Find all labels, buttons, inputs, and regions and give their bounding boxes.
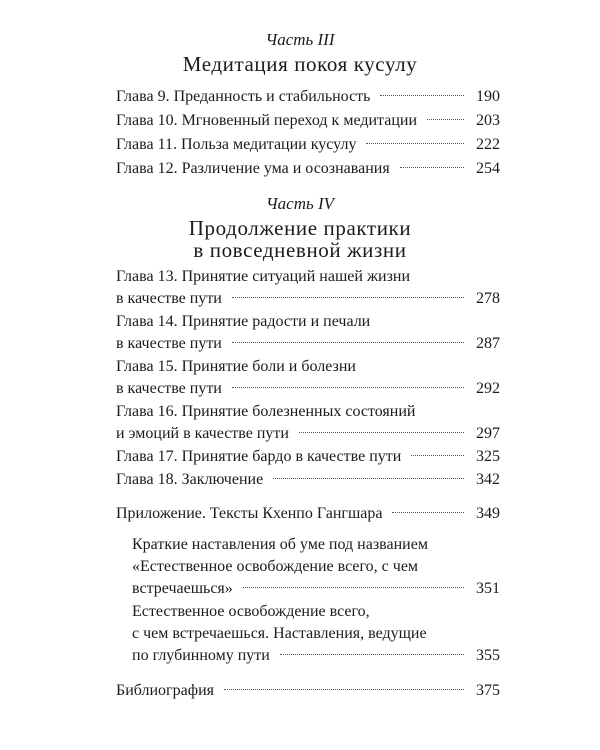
dot-leader [380, 95, 464, 96]
toc-entry-text: Библиография [116, 682, 214, 699]
toc-page-number: 375 [476, 682, 500, 699]
toc-entry-text: Приложение. Тексты Кхенпо Гангшара [116, 505, 383, 522]
toc-entry-chapter-14[interactable] [116, 333, 500, 355]
toc-entry-chapter-18[interactable] [116, 469, 500, 491]
toc-entry-chapter-17[interactable] [116, 446, 500, 468]
toc-entry-appendix[interactable] [116, 503, 500, 525]
part-3-label: Часть III [265, 30, 335, 49]
toc-entry-appendix-2[interactable] [132, 645, 500, 667]
toc-entry-chapter-14-line-1[interactable]: Глава 14. Принятие радости и печали [116, 313, 371, 330]
toc-entry-text: в качестве пути [116, 335, 222, 352]
part-4-title-line-2: в повседневной жизни [193, 238, 407, 262]
dot-leader [299, 432, 464, 433]
toc-entry-chapter-15[interactable] [116, 378, 500, 400]
toc-page-number: 278 [476, 290, 500, 307]
toc-entry-appendix-2-line-1[interactable]: Естественное освобождение всего, [132, 603, 370, 620]
toc-entry-text: и эмоций в качестве пути [116, 425, 289, 442]
toc-entry-chapter-16-line-1[interactable]: Глава 16. Принятие болезненных состояний [116, 403, 416, 420]
dot-leader [280, 654, 464, 655]
toc-entry-text: Глава 9. Преданность и стабильность [116, 88, 371, 105]
toc-page-number: 203 [476, 112, 500, 129]
toc-entry-chapter-15-line-1[interactable]: Глава 15. Принятие боли и болезни [116, 358, 356, 375]
toc-entry-text: Глава 17. Принятие бардо в качестве пути [116, 448, 402, 465]
toc-entry-chapter-13-line-1[interactable]: Глава 13. Принятие ситуаций нашей жизни [116, 268, 411, 285]
dot-leader [400, 167, 464, 168]
dot-leader [232, 387, 464, 388]
toc-page-number: 355 [476, 647, 500, 664]
toc-entry-text: Глава 10. Мгновенный переход к медитации [116, 112, 418, 129]
part-4-label: Часть IV [265, 194, 335, 213]
toc-page-number: 351 [476, 580, 500, 597]
dot-leader [232, 342, 464, 343]
dot-leader [232, 297, 464, 298]
toc-entry-chapter-11[interactable] [116, 134, 500, 156]
dot-leader [243, 587, 464, 588]
toc-entry-text: Глава 18. Заключение [116, 471, 264, 488]
toc-page-number: 287 [476, 335, 500, 352]
toc-entry-chapter-13[interactable] [116, 288, 500, 310]
toc-entry-chapter-16[interactable] [116, 423, 500, 445]
toc-page-number: 325 [476, 448, 500, 465]
dot-leader [366, 143, 464, 144]
toc-entry-bibliography[interactable] [116, 680, 500, 702]
toc-page-number: 222 [476, 136, 500, 153]
toc-page-number: 349 [476, 505, 500, 522]
dot-leader [427, 119, 464, 120]
dot-leader [273, 478, 464, 479]
dot-leader [411, 455, 464, 456]
part-3-title: Медитация покоя кусулу [182, 52, 418, 76]
toc-entry-appendix-1-line-2[interactable]: «Естественное освобождение всего, с чем [132, 558, 419, 575]
toc-entry-text: в качестве пути [116, 380, 222, 397]
toc-entry-text: Глава 12. Различение ума и осознавания [116, 160, 390, 177]
toc-entry-text: встречаешься» [132, 580, 233, 597]
toc-entry-appendix-1-line-1[interactable]: Краткие наставления об уме под названием [132, 536, 428, 553]
toc-page-number: 342 [476, 471, 500, 488]
toc-page-number: 292 [476, 380, 500, 397]
toc-entry-chapter-10[interactable] [116, 110, 500, 132]
dot-leader [224, 689, 464, 690]
toc-entry-text: в качестве пути [116, 290, 222, 307]
part-4-title-line-1: Продолжение практики [188, 216, 412, 240]
toc-entry-appendix-1[interactable] [132, 578, 500, 600]
toc-page-number: 190 [476, 88, 500, 105]
toc-page-number: 254 [476, 160, 500, 177]
toc-entry-appendix-2-line-2[interactable]: с чем встречаешься. Наставления, ведущие [132, 625, 427, 642]
dot-leader [392, 512, 464, 513]
toc-entry-chapter-9[interactable] [116, 86, 500, 108]
toc-entry-text: по глубинному пути [132, 647, 270, 664]
toc-page-number: 297 [476, 425, 500, 442]
toc-entry-chapter-12[interactable] [116, 158, 500, 180]
toc-entry-text: Глава 11. Польза медитации кусулу [116, 136, 357, 153]
